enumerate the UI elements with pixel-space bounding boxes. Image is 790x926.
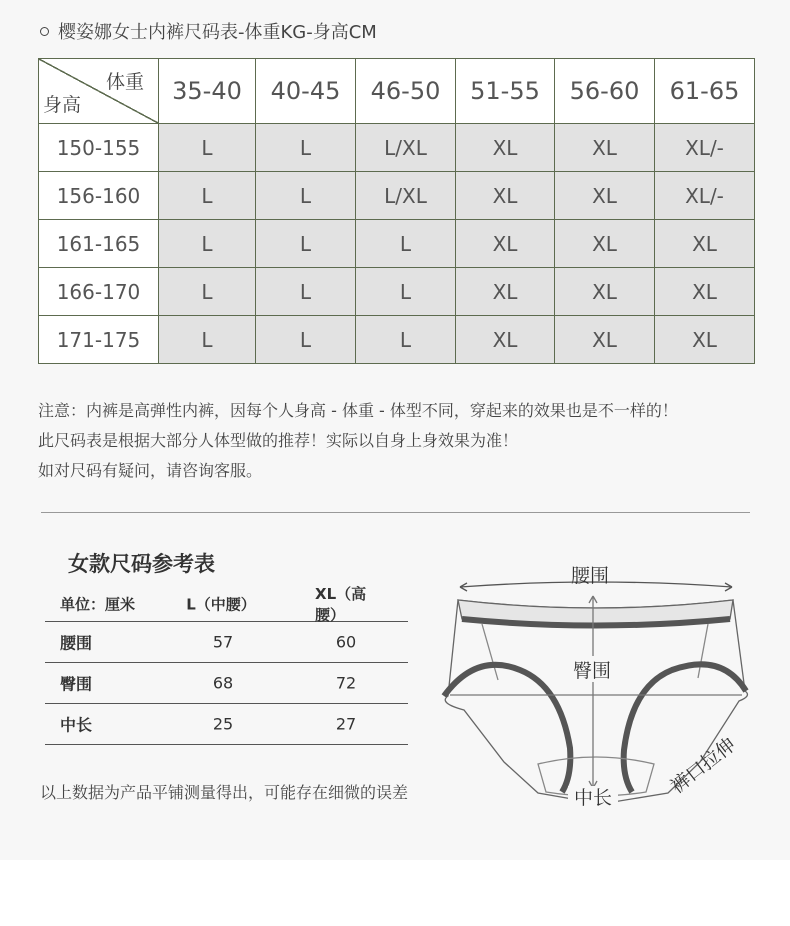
note-line: 如对尺码有疑问，请咨询客服。 (38, 461, 263, 480)
weight-header: 61-65 (655, 59, 755, 124)
section-divider (41, 512, 750, 513)
weight-header: 51-55 (456, 59, 555, 124)
unit-header: 单位：厘米 (60, 595, 136, 613)
measure-label: 腰围 (60, 633, 93, 653)
size-cell: XL (456, 268, 555, 316)
table-row (39, 268, 755, 316)
size-cell: XL (655, 220, 755, 268)
size-cell: L (256, 268, 356, 316)
circle-bullet-icon (40, 27, 49, 36)
table-row (45, 704, 408, 745)
corner-height-label: 身高 (43, 94, 82, 116)
measurement-footnote: 以上数据为产品平铺测量得出，可能存在细微的误差 (40, 783, 409, 802)
measure-value-l: 25 (212, 714, 234, 734)
measure-value-xl: 72 (335, 673, 357, 693)
size-cell: XL (555, 220, 655, 268)
height-label: 150-155 (39, 124, 159, 172)
size-cell: L (159, 172, 256, 220)
table-row (39, 316, 755, 364)
measure-label: 中长 (60, 715, 93, 735)
size-xl-header: XL（高腰） (315, 584, 367, 624)
height-label: 161-165 (39, 220, 159, 268)
size-cell: XL (655, 268, 755, 316)
measure-value-xl: 27 (335, 714, 357, 734)
size-cell: L (356, 220, 456, 268)
size-cell: L (356, 316, 456, 364)
size-cell: XL (555, 268, 655, 316)
height-label: 171-175 (39, 316, 159, 364)
leg-stretch-label: 裤口拉伸 (666, 733, 740, 798)
weight-header: 40-45 (256, 59, 356, 124)
measure-value-l: 68 (212, 673, 234, 693)
table-row (45, 663, 408, 704)
corner-weight-label: 体重 (105, 71, 144, 93)
notes-block (38, 396, 678, 486)
reference-table (45, 586, 408, 745)
table-row (45, 622, 408, 663)
size-cell: L (356, 268, 456, 316)
hip-label: 臀围 (572, 660, 612, 682)
weight-header: 46-50 (356, 59, 456, 124)
size-cell: L/XL (356, 124, 456, 172)
measure-value-l: 57 (212, 632, 234, 652)
size-cell: XL (456, 316, 555, 364)
measure-label: 臀围 (60, 674, 93, 694)
corner-cell (39, 59, 159, 124)
reference-title: 女款尺码参考表 (68, 552, 215, 576)
chart-heading (40, 18, 377, 44)
size-cell: XL/- (655, 124, 755, 172)
size-cell: L (159, 268, 256, 316)
size-cell: L (159, 124, 256, 172)
weight-height-size-table (38, 58, 755, 364)
weight-header-row (39, 59, 755, 124)
height-label: 156-160 (39, 172, 159, 220)
weight-header: 56-60 (555, 59, 655, 124)
underwear-diagram (436, 560, 766, 830)
note-line: 注意：内裤是高弹性内裤，因每个人身高 - 体重 - 体型不同，穿起来的效果也是不一样的！ (38, 401, 678, 420)
size-cell: XL (456, 172, 555, 220)
size-cell: XL/- (655, 172, 755, 220)
note-line: 此尺码表是根据大部分人体型做的推荐！实际以自身上身效果为准！ (38, 431, 519, 450)
height-label: 166-170 (39, 268, 159, 316)
leg-opening-left (444, 665, 570, 792)
table-row (39, 124, 755, 172)
chart-title: 樱姿娜女士内裤尺码表-体重KG-身高CM (58, 22, 377, 43)
size-cell: L (256, 172, 356, 220)
size-cell: L (159, 316, 256, 364)
size-cell: L/XL (356, 172, 456, 220)
reference-header-row (45, 586, 408, 622)
size-cell: XL (555, 124, 655, 172)
size-cell: XL (655, 316, 755, 364)
size-cell: XL (555, 316, 655, 364)
measure-value-xl: 60 (335, 632, 357, 652)
size-cell: L (159, 220, 256, 268)
size-cell: L (256, 124, 356, 172)
waist-label: 腰围 (570, 565, 610, 587)
table-row (39, 172, 755, 220)
size-cell: L (256, 220, 356, 268)
weight-header: 35-40 (159, 59, 256, 124)
table-row (39, 220, 755, 268)
size-cell: L (256, 316, 356, 364)
length-label: 中长 (573, 787, 613, 809)
size-l-header: L（中腰） (186, 595, 256, 613)
size-cell: XL (555, 172, 655, 220)
size-cell: XL (456, 124, 555, 172)
size-cell: XL (456, 220, 555, 268)
